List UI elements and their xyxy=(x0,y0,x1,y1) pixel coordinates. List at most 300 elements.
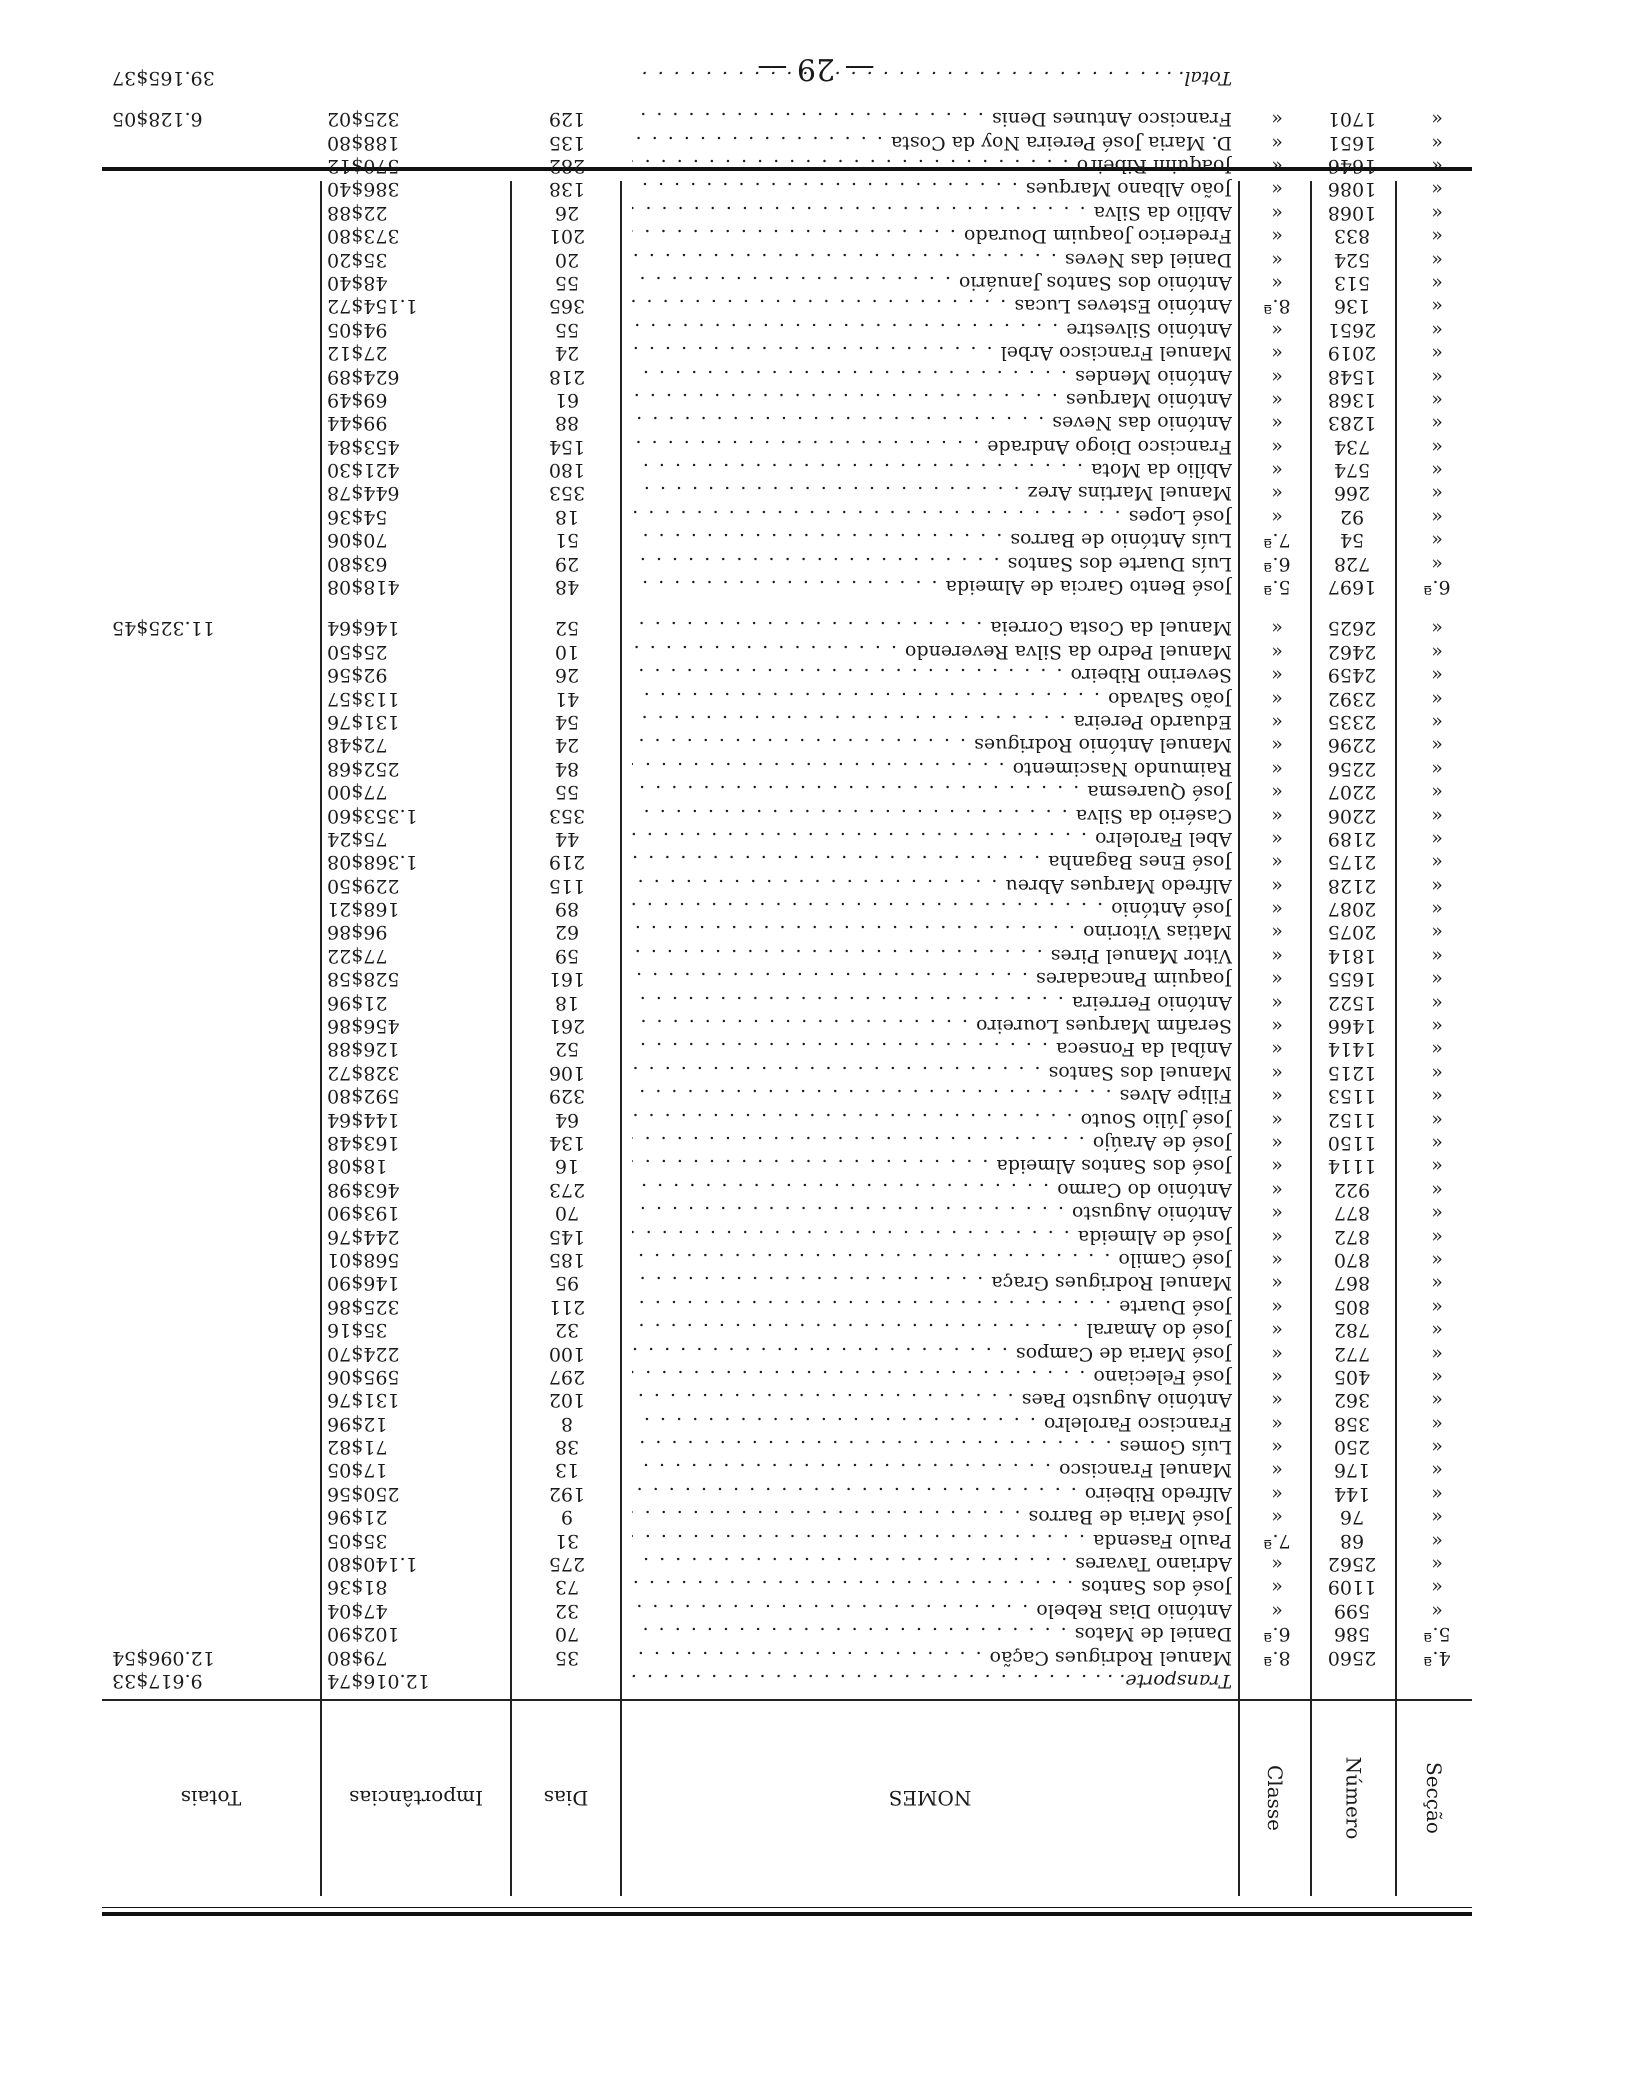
row-classe: « xyxy=(1271,1342,1283,1365)
row-importancia: 644$78 xyxy=(327,482,400,505)
row-numero: 1466 xyxy=(1327,1015,1377,1038)
row-importancia: 72$48 xyxy=(327,734,388,757)
row-seccao: « xyxy=(1431,482,1443,505)
row-numero: 2128 xyxy=(1327,874,1377,897)
row-classe: « xyxy=(1271,342,1283,365)
row-seccao: « xyxy=(1431,1108,1443,1131)
row-importancia: 250$56 xyxy=(327,1482,400,1505)
table-row xyxy=(102,967,1472,990)
row-classe: « xyxy=(1271,318,1283,341)
row-seccao: « xyxy=(1431,1038,1443,1061)
row-dias: 161 xyxy=(548,968,586,991)
table-row xyxy=(102,177,1472,200)
row-seccao: « xyxy=(1431,921,1443,944)
row-name: José dos Santos Almeida . . . xyxy=(632,1154,1232,1177)
table-row xyxy=(102,1201,1472,1224)
row-seccao: « xyxy=(1431,131,1443,154)
row-classe: « xyxy=(1271,710,1283,733)
row-classe: « xyxy=(1271,1015,1283,1038)
row-seccao: « xyxy=(1431,201,1443,224)
row-name: Aníbal da Fonseca . . . xyxy=(632,1037,1232,1060)
row-classe: « xyxy=(1271,1365,1283,1388)
row-seccao: « xyxy=(1431,757,1443,780)
row-importancia: 1.353$60 xyxy=(327,804,418,827)
row-importancia: 35$16 xyxy=(327,1319,388,1342)
row-numero: 728 xyxy=(1333,552,1371,575)
row-dias: 154 xyxy=(548,435,586,458)
row-importancia: 92$56 xyxy=(327,664,388,687)
row-numero: 524 xyxy=(1333,248,1371,271)
row-dias: 185 xyxy=(548,1248,586,1271)
row-importancia: 1.368$08 xyxy=(327,851,418,874)
row-numero: 266 xyxy=(1333,482,1371,505)
row-importancia: 146$90 xyxy=(327,1272,400,1295)
table-row xyxy=(102,756,1472,779)
row-classe: « xyxy=(1271,734,1283,757)
row-name: Filipe Alves . . . xyxy=(632,1084,1232,1107)
row-dias: 10 xyxy=(554,640,580,663)
row-name: João Albano Marques . . . xyxy=(632,177,1232,200)
row-total: 11.325$45 xyxy=(112,617,215,640)
row-dias: 26 xyxy=(554,201,580,224)
table-row xyxy=(102,1037,1472,1060)
row-seccao: « xyxy=(1431,898,1443,921)
row-name: José Quaresma . . . xyxy=(632,780,1232,803)
row-dias: 32 xyxy=(554,1319,580,1342)
row-dias: 48 xyxy=(554,576,580,599)
row-total: 6.128$05 xyxy=(112,108,203,131)
row-importancia: 96$86 xyxy=(327,921,388,944)
row-dias: 353 xyxy=(548,482,586,505)
row-seccao: « xyxy=(1431,1178,1443,1201)
row-importancia: 27$12 xyxy=(327,342,388,365)
row-name: Frederico Joaquim Dourado . . . xyxy=(632,224,1232,247)
row-numero: 76 xyxy=(1339,1506,1365,1529)
row-importancia: 126$88 xyxy=(327,1038,400,1061)
row-classe: « xyxy=(1271,1389,1283,1412)
table-row xyxy=(102,1458,1472,1481)
row-numero: 833 xyxy=(1333,225,1371,248)
row-importancia: 25$50 xyxy=(327,640,388,663)
row-importancia: 102$90 xyxy=(327,1623,400,1646)
row-classe: 7.ª xyxy=(1263,1529,1291,1552)
row-importancia: 325$02 xyxy=(327,108,400,131)
table-row xyxy=(102,528,1472,551)
table-row xyxy=(102,1177,1472,1200)
header-seccao: Secção xyxy=(1422,1762,1447,1835)
row-name: Luís Gomes . . . xyxy=(632,1435,1232,1458)
row-numero: 867 xyxy=(1333,1272,1371,1295)
table-row xyxy=(102,873,1472,896)
transport-row: Transporte. . . . . . 12.016$74 9.617$33 xyxy=(102,1669,1472,1692)
row-numero: 586 xyxy=(1333,1623,1371,1646)
row-seccao: « xyxy=(1431,271,1443,294)
row-name: António das Neves . . . xyxy=(632,411,1232,434)
row-numero: 1086 xyxy=(1327,178,1377,201)
table-row xyxy=(102,1365,1472,1388)
row-importancia: 624$89 xyxy=(327,365,400,388)
bottom-rule xyxy=(102,1912,1472,1916)
table-row xyxy=(102,294,1472,317)
row-name: Serafim Marques Loureiro . . . xyxy=(632,1014,1232,1037)
row-importancia: 35$05 xyxy=(327,1529,388,1552)
row-dias: 138 xyxy=(548,178,586,201)
row-name: Vitor Manuel Pires . . . xyxy=(632,943,1232,966)
table-row xyxy=(102,317,1472,340)
row-importancia: 70$06 xyxy=(327,529,388,552)
table-row xyxy=(102,803,1472,826)
row-importancia: 22$88 xyxy=(327,201,388,224)
row-name: Abel Farolelro . . . xyxy=(632,827,1232,850)
row-numero: 2335 xyxy=(1327,710,1377,733)
row-classe: « xyxy=(1271,757,1283,780)
row-classe: « xyxy=(1271,1319,1283,1342)
row-numero: 176 xyxy=(1333,1459,1371,1482)
row-classe: « xyxy=(1271,1436,1283,1459)
row-numero: 2019 xyxy=(1327,342,1377,365)
row-dias: 180 xyxy=(548,459,586,482)
row-name: Manuel Pedro da Silva Reverendo . . . xyxy=(632,639,1232,662)
row-name: António Dias Rebelo . . . xyxy=(632,1598,1232,1621)
row-numero: 2256 xyxy=(1327,757,1377,780)
row-dias: 100 xyxy=(548,1342,586,1365)
table-row xyxy=(102,1014,1472,1037)
row-classe: « xyxy=(1271,388,1283,411)
table-row xyxy=(102,733,1472,756)
row-name: Luís António de Barros . . . xyxy=(632,528,1232,551)
row-importancia: 75$24 xyxy=(327,827,388,850)
row-importancia: 54$36 xyxy=(327,505,388,528)
row-importancia: 373$80 xyxy=(327,225,400,248)
row-classe: « xyxy=(1271,1576,1283,1599)
row-numero: 1150 xyxy=(1327,1132,1377,1155)
row-classe: « xyxy=(1271,1085,1283,1108)
row-seccao: « xyxy=(1431,1529,1443,1552)
row-numero: 250 xyxy=(1333,1436,1371,1459)
row-importancia: 325$86 xyxy=(327,1295,400,1318)
row-dias: 24 xyxy=(554,342,580,365)
row-seccao: « xyxy=(1431,1319,1443,1342)
row-importancia: 94$05 xyxy=(327,318,388,341)
table-row xyxy=(102,1084,1472,1107)
table-row xyxy=(102,1435,1472,1458)
row-dias: 365 xyxy=(548,295,586,318)
row-classe: « xyxy=(1271,1248,1283,1271)
row-seccao: « xyxy=(1431,155,1443,177)
row-name: Manuel dos Santos . . . xyxy=(632,1060,1232,1083)
row-seccao: « xyxy=(1431,710,1443,733)
row-name: Alfredo Ribeiro . . . xyxy=(632,1481,1232,1504)
row-classe: « xyxy=(1271,1482,1283,1505)
row-name: António Augusto Paes . . . xyxy=(632,1388,1232,1411)
row-importancia: 113$57 xyxy=(327,687,400,710)
header-importancias: Importâncias xyxy=(349,1786,483,1811)
row-classe: « xyxy=(1271,944,1283,967)
row-name: António Augusto . . . xyxy=(632,1201,1232,1224)
row-classe: « xyxy=(1271,1178,1283,1201)
row-classe: « xyxy=(1271,178,1283,201)
row-numero: 872 xyxy=(1333,1225,1371,1248)
row-importancia: 193$90 xyxy=(327,1202,400,1225)
table-row xyxy=(102,639,1472,662)
row-seccao: « xyxy=(1431,1553,1443,1576)
row-classe: « xyxy=(1271,108,1283,131)
row-seccao: « xyxy=(1431,1506,1443,1529)
row-dias: 192 xyxy=(548,1482,586,1505)
row-dias: 145 xyxy=(548,1225,586,1248)
table-row xyxy=(102,710,1472,733)
row-seccao: « xyxy=(1431,944,1443,967)
row-dias: 201 xyxy=(548,225,586,248)
row-importancia: 163$48 xyxy=(327,1132,400,1155)
row-classe: « xyxy=(1271,248,1283,271)
row-seccao: « xyxy=(1431,342,1443,365)
table-row xyxy=(102,616,1472,639)
row-numero: 2625 xyxy=(1327,617,1377,640)
row-classe: « xyxy=(1271,1038,1283,1061)
row-dias: 51 xyxy=(554,529,580,552)
row-numero: 362 xyxy=(1333,1389,1371,1412)
row-numero: 870 xyxy=(1333,1248,1371,1271)
row-seccao: « xyxy=(1431,968,1443,991)
row-dias: 64 xyxy=(554,1108,580,1131)
row-seccao: « xyxy=(1431,295,1443,318)
row-dias: 52 xyxy=(554,1038,580,1061)
row-seccao: « xyxy=(1431,1202,1443,1225)
row-dias: 55 xyxy=(554,781,580,804)
table-row xyxy=(102,504,1472,527)
table-row xyxy=(102,1131,1472,1154)
row-importancia: 18$08 xyxy=(327,1155,388,1178)
row-seccao: « xyxy=(1431,991,1443,1014)
row-importancia: 47$04 xyxy=(327,1599,388,1622)
row-name: José Maria de Barros . . . xyxy=(632,1505,1232,1528)
row-numero: 1152 xyxy=(1327,1108,1377,1131)
row-seccao: « xyxy=(1431,1459,1443,1482)
table-row xyxy=(102,827,1472,850)
table-body xyxy=(102,65,1472,1692)
table-row xyxy=(102,130,1472,153)
row-importancia: 463$98 xyxy=(327,1178,400,1201)
row-name: António Silvestre . . . xyxy=(632,317,1232,340)
row-seccao: « xyxy=(1431,1061,1443,1084)
row-dias: 95 xyxy=(554,1272,580,1295)
row-numero: 1701 xyxy=(1327,108,1377,131)
row-dias: 8 xyxy=(560,1412,574,1435)
row-classe: « xyxy=(1271,1599,1283,1622)
table-row xyxy=(102,1107,1472,1130)
row-seccao: « xyxy=(1431,459,1443,482)
row-name: Daniel das Neves . . . xyxy=(632,247,1232,270)
row-classe: 5.ª xyxy=(1263,576,1291,599)
row-dias: 89 xyxy=(554,898,580,921)
row-name: José de Araújo . . . xyxy=(632,1131,1232,1154)
row-dias: 134 xyxy=(548,1132,586,1155)
row-dias: 26 xyxy=(554,664,580,687)
table-row xyxy=(102,920,1472,943)
table-row xyxy=(102,107,1472,130)
row-dias: 59 xyxy=(554,944,580,967)
row-dias: 41 xyxy=(554,687,580,710)
row-seccao: « xyxy=(1431,664,1443,687)
row-classe: « xyxy=(1271,1459,1283,1482)
row-dias: 18 xyxy=(554,505,580,528)
table-row xyxy=(102,1294,1472,1317)
row-numero: 2189 xyxy=(1327,827,1377,850)
row-seccao: « xyxy=(1431,365,1443,388)
row-dias: 70 xyxy=(554,1623,580,1646)
row-numero: 2206 xyxy=(1327,804,1377,827)
header-numero: Número xyxy=(1341,1757,1366,1840)
row-seccao: « xyxy=(1431,1248,1443,1271)
row-dias: 329 xyxy=(548,1085,586,1108)
table-row xyxy=(102,1271,1472,1294)
row-seccao: 6.ª xyxy=(1423,576,1451,599)
row-name: António dos Santos Januário . . . xyxy=(632,271,1232,294)
row-numero: 1153 xyxy=(1327,1085,1377,1108)
table-row xyxy=(102,1341,1472,1364)
row-dias: 13 xyxy=(554,1459,580,1482)
row-name: Eduardo Pereira . . . xyxy=(632,710,1232,733)
row-numero: 2560 xyxy=(1327,1646,1377,1669)
row-dias: 129 xyxy=(548,108,586,131)
row-classe: « xyxy=(1271,804,1283,827)
row-importancia: 421$30 xyxy=(327,459,400,482)
row-classe: « xyxy=(1271,991,1283,1014)
row-seccao: « xyxy=(1431,1015,1443,1038)
row-numero: 2562 xyxy=(1327,1553,1377,1576)
table-row xyxy=(102,481,1472,504)
row-importancia: 146$64 xyxy=(327,617,400,640)
row-name: Joaquim Ribeiro . . . xyxy=(632,154,1232,177)
row-numero: 136 xyxy=(1333,295,1371,318)
row-name: Raimundo Nascimento . . . xyxy=(632,756,1232,779)
row-seccao: « xyxy=(1431,505,1443,528)
row-name: Manuel Francisco Arbel . . . xyxy=(632,341,1232,364)
row-total: 12.096$54 xyxy=(112,1646,215,1669)
table-row xyxy=(102,850,1472,873)
row-seccao: « xyxy=(1431,734,1443,757)
row-dias: 55 xyxy=(554,318,580,341)
row-numero: 1215 xyxy=(1327,1061,1377,1084)
row-classe: « xyxy=(1271,827,1283,850)
header-classe: Classe xyxy=(1263,1765,1287,1832)
table-row xyxy=(102,1645,1472,1668)
row-seccao: « xyxy=(1431,1272,1443,1295)
row-numero: 54 xyxy=(1339,529,1365,552)
table-row xyxy=(102,1528,1472,1551)
row-numero: 1646 xyxy=(1327,155,1377,177)
row-classe: « xyxy=(1271,412,1283,435)
row-seccao: « xyxy=(1431,248,1443,271)
row-name: António Ferreira . . . xyxy=(632,990,1232,1013)
final-total-row: Total. . . . . . 39.165$37 xyxy=(102,65,1472,88)
row-importancia: 21$96 xyxy=(327,991,388,1014)
bottom-rule-thin xyxy=(102,1907,1472,1908)
row-seccao: « xyxy=(1431,874,1443,897)
row-name: António Esteves Lucas . . . xyxy=(632,294,1232,317)
row-importancia: 570$12 xyxy=(327,155,400,177)
table-row xyxy=(102,388,1472,411)
row-name: Daniel de Matos . . . xyxy=(632,1622,1232,1645)
row-seccao: « xyxy=(1431,1482,1443,1505)
row-numero: 1368 xyxy=(1327,388,1377,411)
row-dias: 297 xyxy=(548,1365,586,1388)
row-dias: 20 xyxy=(554,248,580,271)
row-importancia: 244$76 xyxy=(327,1225,400,1248)
row-name: Paulo Fasenda . . . xyxy=(632,1528,1232,1551)
table-row xyxy=(102,1481,1472,1504)
row-name: Manuel da Costa Correia . . . xyxy=(632,616,1232,639)
row-seccao: « xyxy=(1431,1599,1443,1622)
row-classe: « xyxy=(1271,687,1283,710)
row-importancia: 131$76 xyxy=(327,710,400,733)
row-dias: 55 xyxy=(554,271,580,294)
row-importancia: 77$22 xyxy=(327,944,388,967)
row-dias: 218 xyxy=(548,365,586,388)
row-classe: « xyxy=(1271,1412,1283,1435)
row-classe: « xyxy=(1271,1202,1283,1225)
row-numero: 1283 xyxy=(1327,412,1377,435)
row-numero: 1109 xyxy=(1327,1576,1377,1599)
row-classe: « xyxy=(1271,505,1283,528)
row-classe: « xyxy=(1271,1155,1283,1178)
row-dias: 275 xyxy=(548,1553,586,1576)
row-classe: « xyxy=(1271,155,1283,177)
header-dias: Dias xyxy=(543,1786,589,1811)
row-name: António do Carmo . . . xyxy=(632,1177,1232,1200)
row-seccao: « xyxy=(1431,1295,1443,1318)
row-importancia: 568$01 xyxy=(327,1248,400,1271)
row-classe: « xyxy=(1271,1295,1283,1318)
row-name: D. Maria José Pereira Noy da Costa . . . xyxy=(632,130,1232,153)
row-classe: « xyxy=(1271,271,1283,294)
row-dias: 70 xyxy=(554,1202,580,1225)
table-row xyxy=(102,411,1472,434)
row-name: José dos Santos . . . xyxy=(632,1575,1232,1598)
row-seccao: « xyxy=(1431,640,1443,663)
row-importancia: 12$96 xyxy=(327,1412,388,1435)
row-classe: « xyxy=(1271,1553,1283,1576)
row-name: Manuel António Rodrigues . . . xyxy=(632,733,1232,756)
row-seccao: « xyxy=(1431,178,1443,201)
row-importancia: 229$50 xyxy=(327,874,400,897)
row-dias: 219 xyxy=(548,851,586,874)
row-importancia: 595$06 xyxy=(327,1365,400,1388)
table-row xyxy=(102,686,1472,709)
table-row xyxy=(102,1598,1472,1621)
row-classe: « xyxy=(1271,1132,1283,1155)
row-name: José Feleciano . . . xyxy=(632,1365,1232,1388)
row-importancia: 592$80 xyxy=(327,1085,400,1108)
row-importancia: 1.154$72 xyxy=(327,295,418,318)
row-importancia: 386$40 xyxy=(327,178,400,201)
table-row xyxy=(102,341,1472,364)
row-name: António Mendes . . . xyxy=(632,364,1232,387)
row-name: José Maria de Campos . . . xyxy=(632,1341,1232,1364)
row-seccao: 5.ª xyxy=(1423,1623,1451,1646)
row-numero: 599 xyxy=(1333,1599,1371,1622)
row-numero: 2296 xyxy=(1327,734,1377,757)
table-row xyxy=(102,990,1472,1013)
row-importancia: 528$58 xyxy=(327,968,400,991)
table-row xyxy=(102,271,1472,294)
row-dias: 9 xyxy=(560,1506,574,1529)
row-name: Francisco Farolelro . . . xyxy=(632,1411,1232,1434)
row-name: José António . . . xyxy=(632,897,1232,920)
row-dias: 35 xyxy=(554,1646,580,1669)
row-seccao: « xyxy=(1431,412,1443,435)
